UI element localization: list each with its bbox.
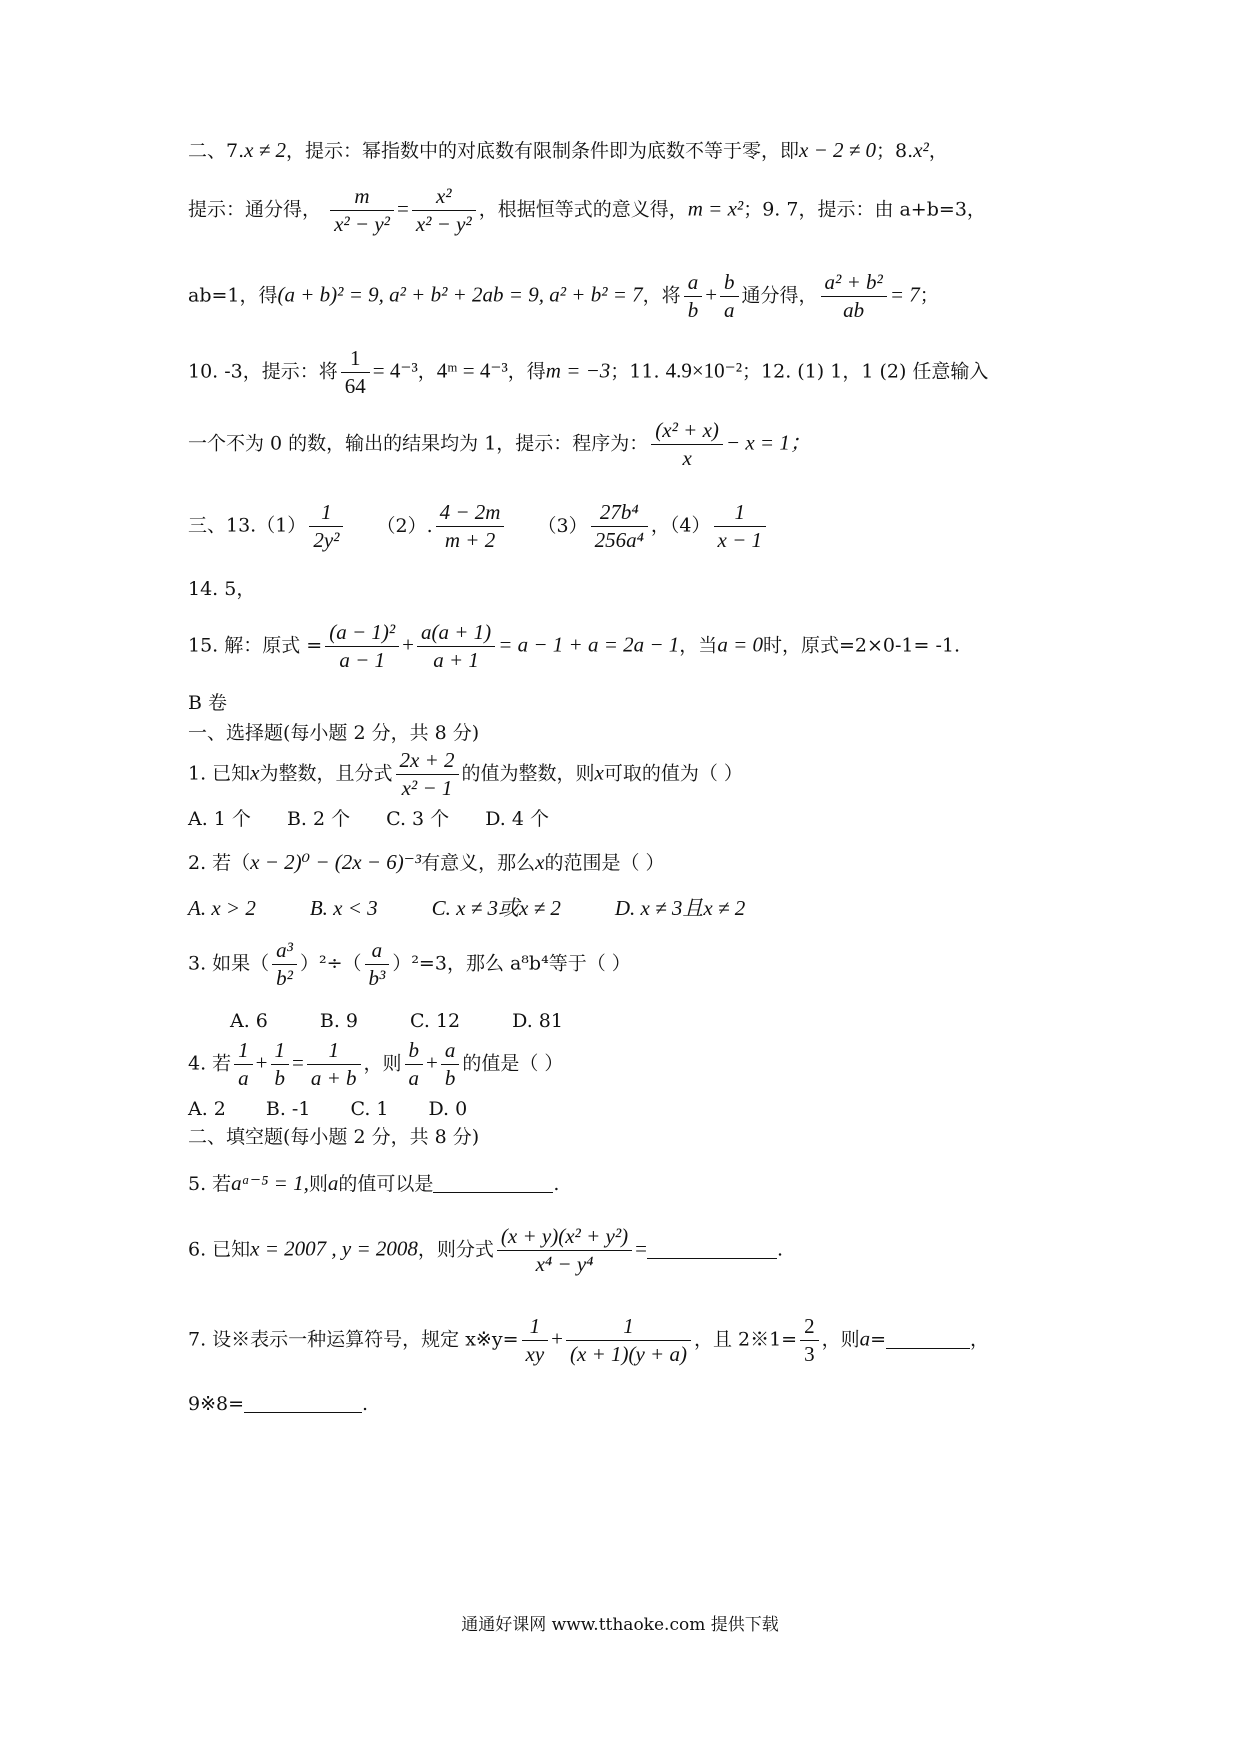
option-c[interactable]: C. 3 个 [386, 808, 450, 830]
fraction-q4-3: $\frac{1}{a + b}$ [307, 1040, 361, 1089]
option-a[interactable]: A. 2 [188, 1098, 226, 1120]
answer-9-hint: ；9. 7，提示：由 a+b=3， [743, 198, 986, 221]
fraction-b-over-a: $\frac{b}{a}$ [720, 272, 739, 321]
fraction-15-1: $\frac{\text{(a − 1)²}}{a - 1}$ [325, 622, 399, 671]
answer-8-expr: x² [913, 138, 929, 162]
answer-line-12-cont: 一个不为 0 的数，输出的结果均为 1，提示：程序为： $\frac{\text{(x² + x)}}{x}$ − x = 1； [188, 418, 811, 470]
fraction-q4-1: $\frac{1}{a}$ [234, 1040, 253, 1089]
option-b[interactable]: B. -1 [265, 1098, 311, 1120]
fraction-q4-4: $\frac{b}{a}$ [405, 1040, 424, 1089]
answer-11-label: ；11. [610, 360, 660, 383]
answer-13-label: 三、13.（1） [188, 514, 307, 537]
answer-7-hint: ，提示：幂指数中的对底数有限制条件即为底数不等于零，即 [286, 140, 800, 162]
fraction-q4-2: $\frac{1}{b}$ [271, 1040, 290, 1089]
fraction-q4-5: $\frac{a}{b}$ [441, 1040, 460, 1089]
fraction-q3-1: $\frac{\text{a³}}{\text{b²}}$ [272, 940, 297, 989]
question-1: 1. 已知x为整数，且分式 $\frac{2x + 2}{\text{x² − 1}}$ 的值为整数，则x可取的值为（ ） [188, 748, 743, 800]
question-6: 6. 已知x = 2007 , y = 2008，则分式 $\frac{\text{(x + y)(x² + y²)}}{\text{x⁴ − y⁴}}$ = . [188, 1224, 784, 1276]
question-5: 5. 若aᵃ⁻⁵ = 1,则a的值可以是 . [188, 1171, 560, 1195]
option-c[interactable]: C. x ≠ 3或x ≠ 2 [431, 896, 561, 920]
answer-10-result: m = −3 [545, 358, 611, 383]
question-3: 3. 如果（ $\frac{\text{a³}}{\text{b²}}$ ）²÷（ $\frac{a}{\text{b³}}$ ）²=3，那么 a⁸b⁴等于（ ） [188, 938, 631, 990]
part-2-title: 二、填空题(每小题 2 分，共 8 分) [188, 1126, 480, 1148]
question-2: 2. 若（x − 2)⁰ − (2x − 6)⁻³有意义，那么x的范围是（ ） [188, 850, 665, 874]
question-3-options [230, 1012, 599, 1031]
answer-12: ；12. (1) 1，1 (2) 任意输入 [742, 360, 989, 383]
fraction-13-2: $\frac{4 - 2m}{m + 2}$ [436, 502, 505, 551]
option-a[interactable]: A. 1 个 [188, 808, 251, 830]
answer-line-7-8: 二、7.x ≠ 2，提示：幂指数中的对底数有限制条件即为底数不等于零，即x − 2 ≠ 0；8.x²， [188, 138, 948, 162]
fraction-15-2: $\frac{a(a + 1)}{a + 1}$ [417, 622, 495, 671]
option-d[interactable]: D. 4 个 [485, 808, 549, 830]
fraction-x2-over-diff: $\frac{\text{x²}}{\text{x² − y²}}$ [412, 186, 476, 235]
fraction-13-4: $\frac{1}{x - 1}$ [714, 502, 767, 551]
answer-line-13: 三、13.（1） $\frac{1}{\text{2y²}}$ （2）. $\frac{4 - 2m}{m + 2}$ （3） $\frac{\text{27b⁴}}{\text{256a⁴}}$ ，（4） $\frac{1}{x - 1}$ [188, 502, 769, 551]
question-1-options [188, 810, 585, 829]
answer-line-15: 15. 解：原式 = $\frac{\text{(a − 1)²}}{a - 1}$ + $\frac{a(a + 1)}{a + 1}$ = a − 1 + a = 2a − 1，当a = 0时，原式=2×0-1= -1. [188, 620, 961, 672]
fraction-q7-2: $\frac{1}{(x + 1)(y + a)}$ [566, 1316, 691, 1365]
option-c[interactable]: C. 12 [410, 1010, 461, 1032]
fraction-program: $\frac{\text{(x² + x)}}{x}$ [651, 420, 723, 469]
fraction-sumsq-over-ab: $\frac{\text{a² + b²}}{ab}$ [821, 272, 887, 321]
answer-line-9-cont: ab=1，得(a + b)² = 9, a² + b² + 2ab = 9, a² + b² = 7，将 $\frac{a}{b}$ + $\frac{b}{a}$ 通分得， $\frac{\text{a² + b²}}{ab}$ = 7； [188, 270, 939, 322]
question-7: 7. 设※表示一种运算符号，规定 x※y= $\frac{1}{xy}$ + $\frac{1}{(x + 1)(y + a)}$ ，且 2※1= $\frac{2}{3}$ ，则a= ， [188, 1314, 990, 1366]
question-4-options [188, 1100, 503, 1119]
fraction-q6: $\frac{\text{(x + y)(x² + y²)}}{\text{x⁴ − y⁴}}$ [497, 1226, 632, 1275]
option-d[interactable]: D. 81 [512, 1010, 563, 1032]
answer-8-result: m = x² [687, 196, 744, 221]
answer-7-label: 二、7. [188, 140, 245, 162]
option-d[interactable]: D. 0 [428, 1098, 468, 1120]
answer-line-10-12: 10. -3，提示：将 $\frac{1}{64}$ = 4⁻³，4ᵐ = 4⁻³，得m = −3；11. 4.9×10⁻²；12. (1) 1，1 (2) 任意输入 [188, 346, 989, 398]
answer-blank-7a[interactable] [886, 1328, 970, 1349]
answer-blank-6[interactable] [647, 1238, 777, 1259]
fraction-13-1: $\frac{1}{\text{2y²}}$ [309, 502, 343, 551]
fraction-q3-2: $\frac{a}{\text{b³}}$ [365, 940, 390, 989]
answer-blank-5[interactable] [433, 1172, 553, 1193]
fraction-a-over-b: $\frac{a}{b}$ [684, 272, 703, 321]
answer-line-8-9: 提示：通分得， $\frac{m}{\text{x² − y²}}$ = $\frac{\text{x²}}{\text{x² − y²}}$ ，根据恒等式的意义得，m = x²；9. 7，提示：由 a+b=3， [188, 184, 986, 236]
option-b[interactable]: B. 2 个 [286, 808, 351, 830]
answer-10-label: 10. -3，提示：将 [188, 360, 338, 383]
fraction-1-over-64: $\frac{1}{64}$ [341, 348, 370, 397]
answer-8-label: ；8. [876, 140, 914, 162]
answer-8-hint: 提示：通分得， [188, 198, 322, 221]
fraction-m-over-diff: $\frac{m}{\text{x² − y²}}$ [330, 186, 394, 235]
option-c[interactable]: C. 1 [350, 1098, 389, 1120]
section-b-title: B 卷 [188, 692, 228, 714]
answer-blank-7b[interactable] [244, 1392, 362, 1413]
option-b[interactable]: B. x < 3 [309, 896, 378, 920]
fraction-13-3: $\frac{\text{27b⁴}}{\text{256a⁴}}$ [591, 502, 648, 551]
fraction-q7-1: $\frac{1}{xy}$ [522, 1316, 549, 1365]
answer-14: 14. 5， [188, 578, 256, 600]
answer-7-expr: x ≠ 2 [244, 138, 286, 162]
option-a[interactable]: A. x > 2 [188, 896, 256, 920]
answer-9-derivation: (a + b)² = 9, a² + b² + 2ab = 9, a² + b² = 7 [277, 282, 643, 307]
page-footer: 通通好课网 www.tthaoke.com 提供下载 [461, 1615, 779, 1635]
answer-15-label: 15. 解：原式 = [188, 634, 323, 657]
answer-7-condition: x − 2 ≠ 0 [799, 138, 877, 162]
question-7-cont: 9※8= . [188, 1393, 369, 1415]
answer-11-result: 4.9×10⁻² [665, 358, 743, 383]
fraction-q1: $\frac{2x + 2}{\text{x² − 1}}$ [396, 750, 459, 799]
question-2-options [188, 898, 781, 919]
question-4: 4. 若 $\frac{1}{a}$ + $\frac{1}{b}$ = $\frac{1}{a + b}$ ，则 $\frac{b}{a}$ + $\frac{a}{b}$ 的值是（ ） [188, 1038, 564, 1090]
fraction-q7-3: $\frac{2}{3}$ [800, 1316, 819, 1365]
option-b[interactable]: B. 9 [319, 1010, 359, 1032]
option-d[interactable]: D. x ≠ 3且x ≠ 2 [614, 896, 746, 920]
part-1-title: 一、选择题(每小题 2 分，共 8 分) [188, 722, 480, 744]
option-a[interactable]: A. 6 [230, 1010, 268, 1032]
